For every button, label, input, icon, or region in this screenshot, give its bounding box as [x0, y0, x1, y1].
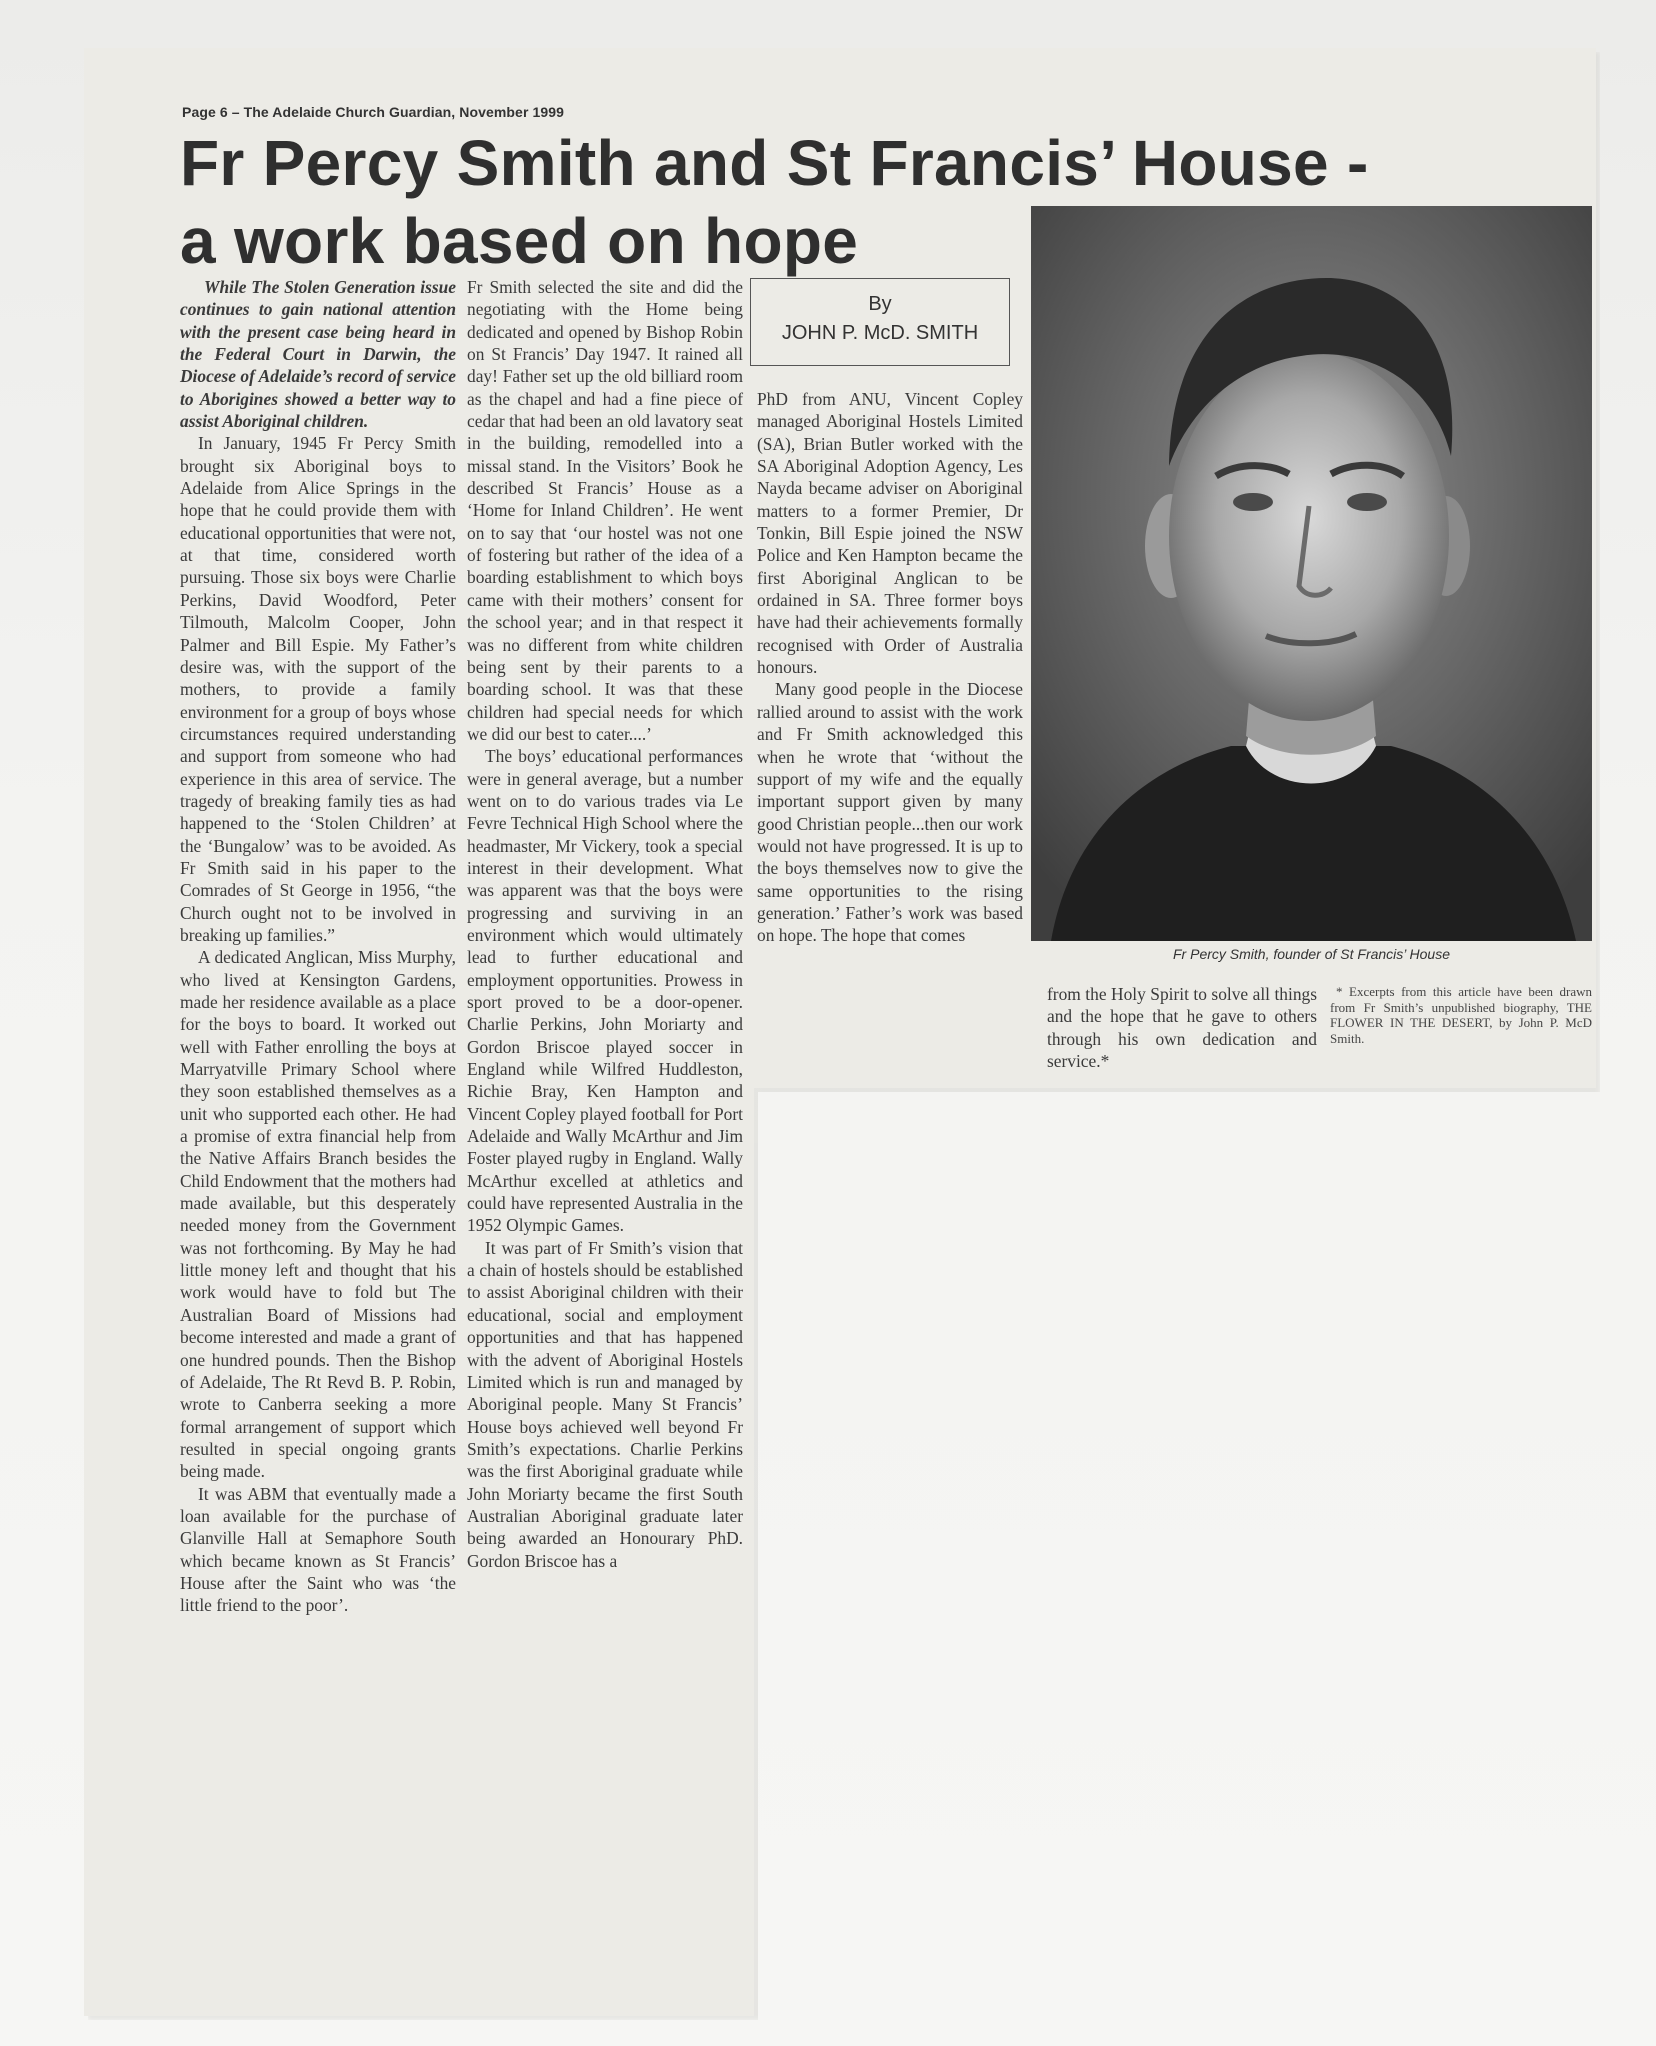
- photo-caption: Fr Percy Smith, founder of St Francis’ House: [1173, 946, 1450, 962]
- portrait-illustration: [1031, 206, 1592, 941]
- article-column-1: [180, 276, 456, 1617]
- article-column-3: [757, 388, 1023, 947]
- paragraph: Fr Smith selected the site and did the negotiating with the Home being dedicated and opened by Bishop Robin on St Francis’ Day 1947. It rained all day! Father set up the old billiard room as the chapel and had a fine piece of cedar that had been an old lavatory seat in the building, remodelled into a missal stand. In the Visitors’ Book he described St Francis’ House as a ‘Home for Inland Children’. He went on to say that ‘our hostel was not one of fostering but rather of the idea of a boarding establishment to which boys came with their mothers’ consent for the school year; and in that respect it was no different from white children being sent by their parents to a boarding school. It was that these children had special needs for which we did our best to cater....’: [467, 277, 743, 744]
- byline-box: [750, 278, 1010, 366]
- paragraph: It was ABM that eventually made a loan available for the purchase of Glanville Hall at Semaphore South which became known as St Francis’ House after the Saint who was ‘the little friend to the poor’.: [180, 1483, 456, 1616]
- page-header: Page 6 – The Adelaide Church Guardian, November 1999: [182, 104, 565, 120]
- byline-author: JOHN P. McD. SMITH: [781, 322, 979, 344]
- paragraph: from the Holy Spirit to solve all things and the hope that he gave to others through his own dedication and service.*: [1047, 984, 1317, 1072]
- headline-line-2: a work based on hope: [180, 205, 859, 277]
- paragraph: PhD from ANU, Vincent Copley managed Aboriginal Hostels Limited (SA), Brian Butler worked with the SA Aboriginal Adoption Agency, Les Nayda became adviser on Aboriginal matters to a former Premier, Dr Tonkin, Bill Espie joined the NSW Police and Ken Hampton became the first Aboriginal Anglican to be ordained in SA. Three former boys have had their achievements formally recognised with Order of Australia honours.: [757, 389, 1023, 678]
- paragraph: The boys’ educational performances were in general average, but a number went on to do various trades via Le Fevre Technical High School where the headmaster, Mr Vickery, took a special interest in their development. What was apparent was that the boys were progressing and surviving in an environment which would ultimately lead to further educational and employment opportunities. Prowess in sport proved to be a door-opener. Charlie Perkins, John Moriarty and Gordon Briscoe played soccer in England while Wilfred Huddleston, Richie Bray, Ken Hampton and Vincent Copley played football for Port Adelaide and Wally McArthur and Jim Foster played rugby in England. Wally McArthur excelled at athletics and could have represented Australia in the 1952 Olympic Games.: [467, 746, 743, 1236]
- article-column-2: [467, 276, 743, 1572]
- lede-paragraph: While The Stolen Generation issue continues to gain national attention with the present case being heard in the Federal Court in Darwin, the Diocese of Adelaide’s record of service to Aborigines showed a better way to assist Aboriginal children.: [180, 277, 456, 432]
- paragraph: A dedicated Anglican, Miss Murphy, who lived at Kensington Gardens, made her residence available as a place for the boys to board. It worked out well with Father enrolling the boys at Marryatville Primary School where they soon established themselves as a unit who supported each other. He had a promise of extra financial help from the Native Affairs Branch besides the Child Endowment that the mothers had made available, but this desperately needed money from the Government was not forthcoming. By May he had little money left and thought that his work would have to fold but The Australian Board of Missions had become interested and made a grant of one hundred pounds. Then the Bishop of Adelaide, The Rt Revd B. P. Robin, wrote to Canberra seeking a more formal arrangement of support which resulted in special ongoing grants being made.: [180, 947, 456, 1482]
- paragraph: Many good people in the Diocese rallied around to assist with the work and Fr Smith acknowledged this when he wrote that ‘without the support of my wife and the equally important support given by many good Christian people...then our work would not have progressed. It is up to the boys themselves now to give the same opportunities to the rising generation.’ Father’s work was based on hope. The hope that comes: [757, 679, 1023, 946]
- portrait-photo: [1031, 206, 1592, 941]
- footnote: [1330, 984, 1592, 1046]
- paragraph: It was part of Fr Smith’s vision that a chain of hostels should be established to assist Aboriginal children with their educational, social and employment opportunities and that has happened with the advent of Aboriginal Hostels Limited which is run and managed by Aboriginal people. Many St Francis’ House boys achieved well beyond Fr Smith’s expectations. Charlie Perkins was the first Aboriginal graduate while John Moriarty became the first South Australian Aboriginal graduate later being awarded an Honourary PhD. Gordon Briscoe has a: [467, 1237, 743, 1571]
- article-column-4: [1047, 983, 1317, 1072]
- footnote-text: * Excerpts from this article have been drawn from Fr Smith’s unpublished biography, THE FLOWER IN THE DESERT, by John P. McD Smith.: [1330, 984, 1592, 1046]
- byline-by: By: [868, 293, 892, 315]
- headline-line-1: Fr Percy Smith and St Francis’ House -: [180, 127, 1369, 199]
- paragraph: In January, 1945 Fr Percy Smith brought six Aboriginal boys to Adelaide from Alice Springs in the hope that he could provide them with educational opportunities that were not, at that time, considered worth pursuing. Those six boys were Charlie Perkins, David Woodford, Peter Tilmouth, Malcolm Cooper, John Palmer and Bill Espie. My Father’s desire was, with the support of the mothers, to provide a family environment for a group of boys whose circumstances required understanding and support from someone who had experience in this area of service. The tragedy of breaking family ties as had happened to the ‘Stolen Children’ at the ‘Bungalow’ was to be avoided. As Fr Smith said in his paper to the Comrades of St George in 1956, “the Church ought not to be involved in breaking up families.”: [180, 433, 456, 945]
